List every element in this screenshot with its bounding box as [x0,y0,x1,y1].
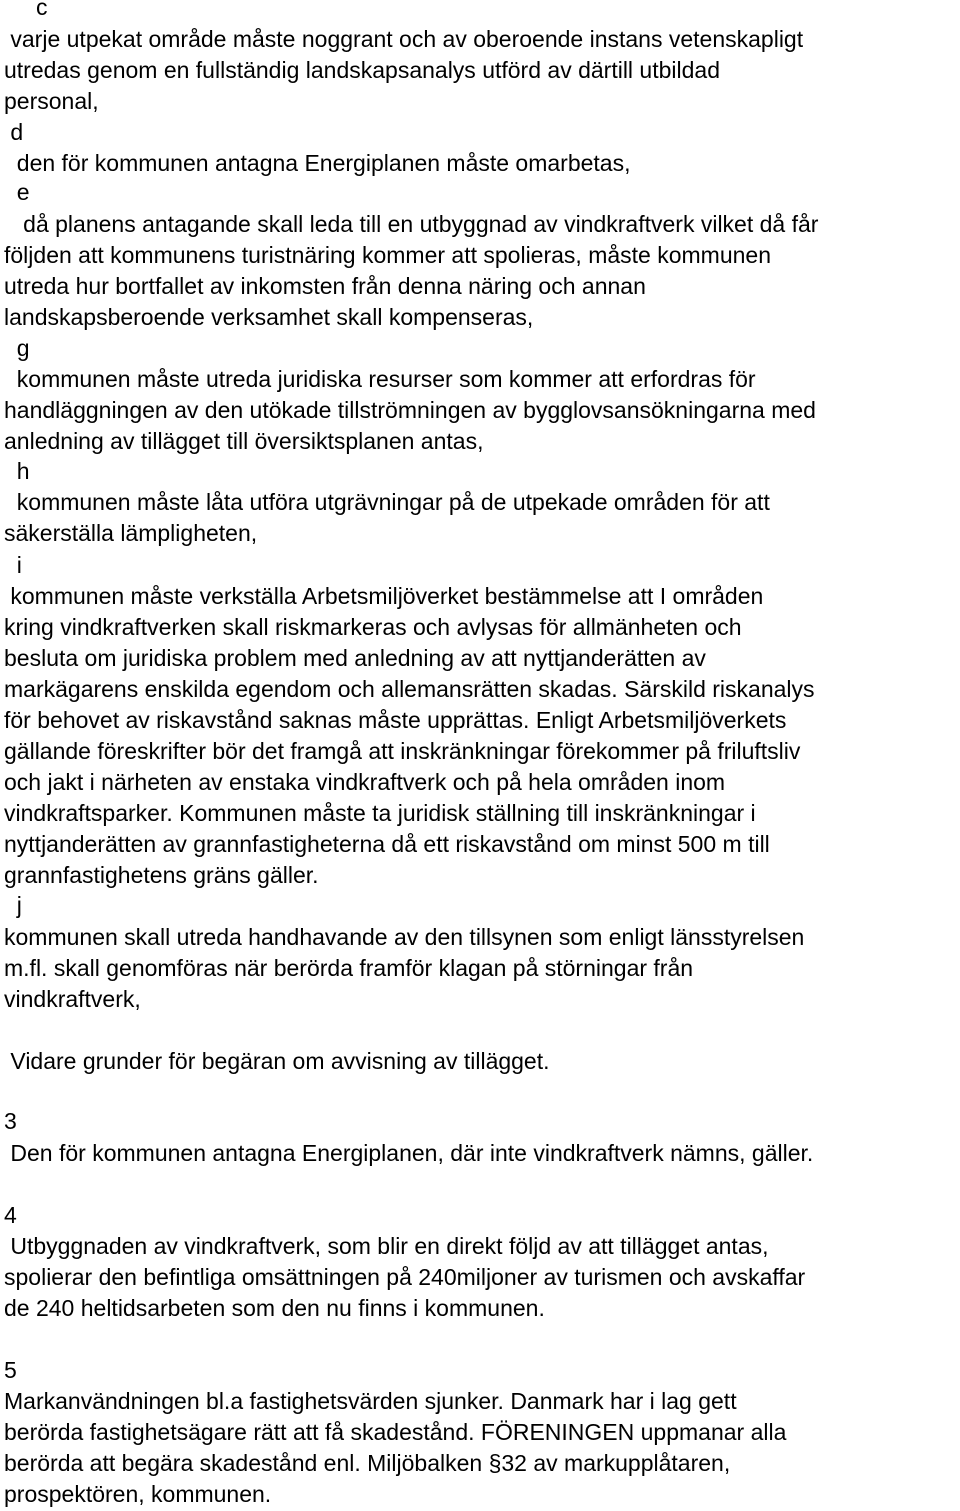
paragraph-line: kommunen måste låta utföra utgrävningar på de utpekade områden för att [4,489,770,515]
paragraph-line: prospektören, kommunen. [4,1481,272,1507]
paragraph-line: säkerställa lämpligheten, [4,520,258,546]
paragraph-line: spolierar den befintliga omsättningen på 240miljoner av turismen och avskaffar [4,1264,806,1290]
paragraph-line: vindkraftsparker. Kommunen måste ta juridisk ställning till inskränkningar i [4,800,756,826]
section-number-4: 4 [4,1202,17,1228]
paragraph-line: för behovet av riskavstånd saknas måste upprättas. Enligt Arbetsmiljöverkets [4,707,787,733]
section-heading: Vidare grunder för begäran om avvisning av tillägget. [4,1048,550,1074]
paragraph-line: då planens antagande skall leda till en utbyggnad av vindkraftverk vilket då får [4,211,819,237]
section-number-3: 3 [4,1108,17,1134]
paragraph-line: m.fl. skall genomföras när berörda framför klagan på störningar från [4,955,694,981]
paragraph-line: Utbyggnaden av vindkraftverk, som blir en direkt följd av att tillägget antas, [4,1233,769,1259]
paragraph-line: berörda fastighetsägare rätt att få skadestånd. FÖRENINGEN uppmanar alla [4,1419,787,1445]
paragraph-line: kring vindkraftverken skall riskmarkeras och avlysas för allmänheten och [4,614,742,640]
paragraph-line: anledning av tillägget till översiktsplanen antas, [4,428,484,454]
paragraph-line: personal, [4,88,99,114]
paragraph-line: grannfastighetens gräns gäller. [4,862,319,888]
item-label-c: c [36,0,48,20]
paragraph-line: gällande föreskrifter bör det framgå att inskränkningar förekommer på friluftsliv [4,738,801,764]
paragraph-line: kommunen skall utreda handhavande av den tillsynen som enligt länsstyrelsen [4,924,805,950]
paragraph-line: de 240 heltidsarbeten som den nu finns i kommunen. [4,1295,545,1321]
paragraph-line: besluta om juridiska problem med anledning av att nyttjanderätten av [4,645,706,671]
paragraph-line: markägarens enskilda egendom och allemansrätten skadas. Särskild riskanalys [4,676,815,702]
paragraph-line: kommunen måste verkställa Arbetsmiljöverket bestämmelse att I områden [4,583,764,609]
paragraph-line: Markanvändningen bl.a fastighetsvärden sjunker. Danmark har i lag gett [4,1388,737,1414]
paragraph-line: utreda hur bortfallet av inkomsten från denna näring och annan [4,273,646,299]
item-label-d: d [4,119,24,145]
item-label-g: g [4,335,30,361]
paragraph-line: Den för kommunen antagna Energiplanen, där inte vindkraftverk nämns, gäller. [4,1140,814,1166]
item-label-j: j [4,892,22,918]
paragraph-line: vindkraftverk, [4,986,141,1012]
paragraph-line: den för kommunen antagna Energiplanen måste omarbetas, [4,150,631,176]
paragraph-line: varje utpekat område måste noggrant och av oberoende instans vetenskapligt [4,26,804,52]
item-label-e: e [4,179,30,205]
section-number-5: 5 [4,1357,17,1383]
paragraph-line: och jakt i närheten av enstaka vindkraftverk och på hela områden inom [4,769,726,795]
item-label-h: h [4,458,30,484]
paragraph-line: följden att kommunens turistnäring kommer att spolieras, måste kommunen [4,242,771,268]
item-label-i: i [4,552,22,578]
paragraph-line: handläggningen av den utökade tillströmningen av bygglovsansökningarna med [4,397,816,423]
paragraph-line: landskapsberoende verksamhet skall kompenseras, [4,304,534,330]
paragraph-line: nyttjanderätten av grannfastigheterna då ett riskavstånd om minst 500 m till [4,831,770,857]
paragraph-line: utredas genom en fullständig landskapsanalys utförd av därtill utbildad [4,57,720,83]
paragraph-line: kommunen måste utreda juridiska resurser som kommer att erfordras för [4,366,756,392]
paragraph-line: berörda att begära skadestånd enl. Miljöbalken §32 av markupplåtaren, [4,1450,731,1476]
